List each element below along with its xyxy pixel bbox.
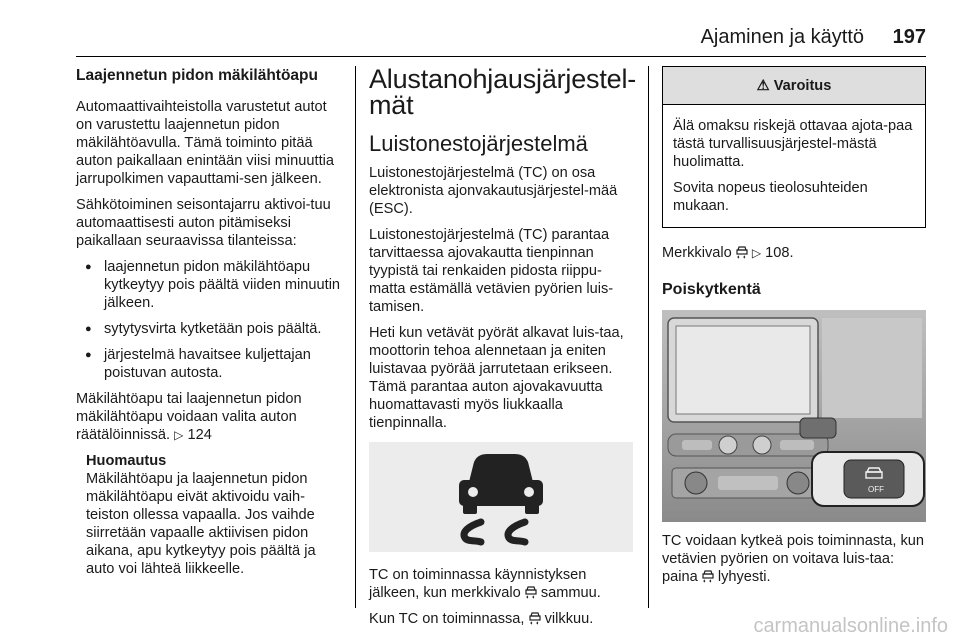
column-1: [76, 66, 342, 586]
paragraph: Mäkilähtöapu tai laajennetun pidon mäkilähtöapu voidaan valita auton räätälöinnissä. ▷ 124: [76, 391, 302, 443]
paragraph: Sähkötoiminen seisontajarru aktivoi-tuu automaattisesti auton pitämiseksi paikallaan seuraavissa tilanteissa:: [76, 197, 331, 249]
column-3: [662, 66, 926, 594]
switch-off-heading: Poiskytkentä: [662, 281, 761, 298]
warning-header: [663, 67, 925, 105]
warning-icon: ⚠: [756, 78, 770, 94]
paragraph: TC voidaan kytkeä pois toiminnasta, kun vetävien pyörien on voitava luis-taa: paina lyhyesti.: [662, 533, 925, 585]
section-title: Alustanohjausjärjestel-mät: [369, 64, 637, 120]
paragraph: Automaattivaihteistolla varustetut autot on varustettu laajennetun pidon mäkilähtöavulla. Tämä toiminto pitää auton paikallaan enintään viisi minuuttia jarrupolkimen vapauttami-sen jälkeen.: [76, 99, 334, 187]
paragraph: Luistonestojärjestelmä (TC) on osa elektronista ajonvakautusjärjestel-mää (ESC).: [369, 165, 618, 217]
switch-off-label: OFF: [868, 485, 884, 494]
traction-control-heading: Luistonestojärjestelmä: [369, 131, 588, 156]
warning-title: Varoitus: [773, 77, 832, 94]
warning-body: [663, 105, 925, 227]
list-item: ● sytytysvirta kytketään pois päältä.: [76, 320, 342, 338]
note-text: Mäkilähtöapu ja laajennetun pidon mäkilähtöapu eivät aktivoidu vaih-teiston ollessa vapaalla. Jos vaihde siirretään vapaalle aktiivisen pidon aikana, apu kytkeytyy pois päältä ja auto voi lähteä liikkeelle.: [86, 471, 316, 577]
traction-control-icon: [525, 585, 537, 599]
skidding-car-icon: [369, 442, 633, 552]
column-2: [369, 66, 635, 636]
paragraph: Merkkivalo ▷ 108.: [662, 245, 794, 261]
bullet-list: [76, 258, 342, 382]
column-divider-1: [355, 66, 356, 608]
page-ref-arrow-icon: ▷: [751, 246, 762, 260]
hill-hold-heading: Laajennetun pidon mäkilähtöapu: [76, 67, 318, 84]
page-ref-link[interactable]: 124: [187, 427, 212, 443]
tc-symbol-figure: [369, 442, 633, 552]
column-divider-2: [648, 66, 649, 608]
dashboard-figure: [662, 310, 926, 522]
paragraph: TC on toiminnassa käynnistyksen jälkeen, kun merkkivalo sammuu.: [369, 567, 601, 601]
traction-control-icon: [736, 245, 748, 259]
header-rule: [76, 56, 926, 57]
note-box: [76, 452, 342, 578]
page-ref-link[interactable]: 108.: [765, 245, 794, 261]
paragraph: Sovita nopeus tieolosuhteiden mukaan.: [673, 180, 868, 214]
note-title: Huomautus: [86, 453, 167, 469]
page-ref-arrow-icon: ▷: [174, 428, 184, 442]
paragraph: Luistonestojärjestelmä (TC) parantaa tarvittaessa ajovakautta tienpinnan tyypistä tai renkaiden pidosta riippu-matta estämällä vetävien pyörien luis-tamisen.: [369, 227, 614, 315]
traction-control-off-icon: [702, 569, 714, 583]
list-item: ● laajennetun pidon mäkilähtöapu kytkeytyy pois päältä viiden minuutin jälkeen.: [76, 258, 342, 312]
running-header: Ajaminen ja käyttö: [700, 26, 864, 48]
dashboard-illustration: [662, 310, 926, 522]
warning-box: [662, 66, 926, 228]
paragraph: Kun TC on toiminnassa, vilkkuu.: [369, 611, 594, 627]
page-number: 197: [892, 26, 926, 48]
paragraph: Heti kun vetävät pyörät alkavat luis-taa, moottorin tehoa alennetaan ja eniten luistavaa pyörää jarrutetaan erikseen. Tämä parantaa auton ajovakavuutta huomattavasti myös liukkaalla tienpinnalla.: [369, 325, 624, 431]
list-item: ● järjestelmä havaitsee kuljettajan poistuvan autosta.: [76, 346, 342, 382]
traction-control-icon: [529, 611, 541, 625]
paragraph: Älä omaksu riskejä ottavaa ajota-paa tästä turvallisuusjärjestel-mästä huolimatta.: [673, 118, 913, 170]
watermark: carmanualsonline.info: [753, 615, 948, 637]
